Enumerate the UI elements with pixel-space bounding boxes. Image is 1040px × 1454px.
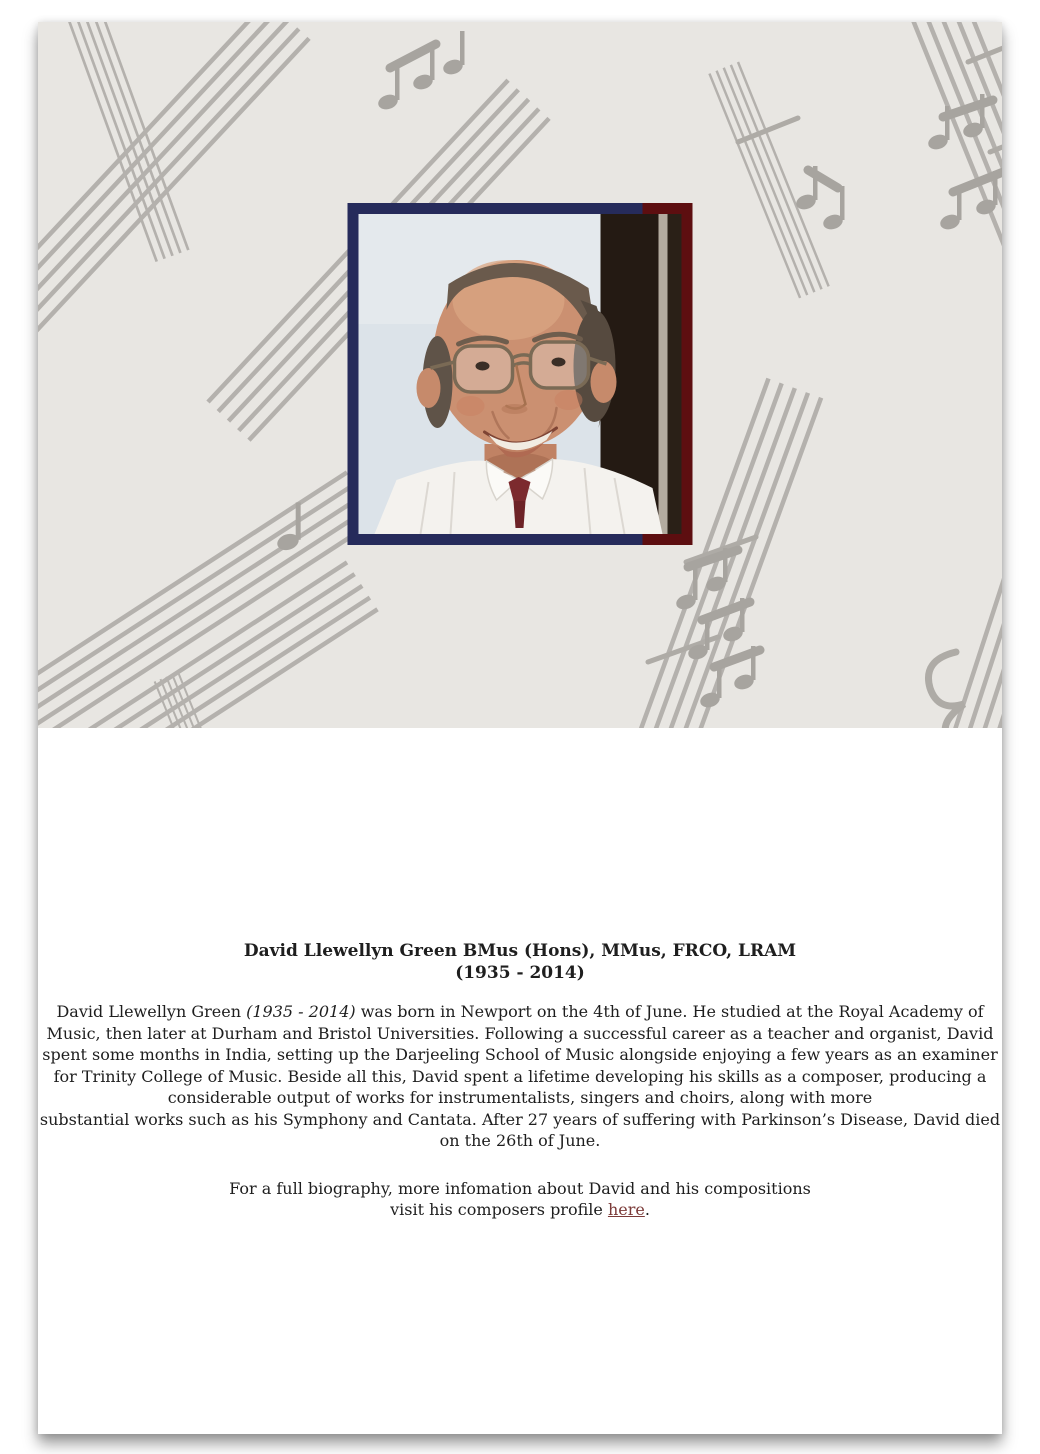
bio-line: considerable output of works for instrumentalists, singers and choirs, along with more (167, 1088, 873, 1107)
bio-line1-prefix: David Llewellyn Green (56, 1002, 247, 1021)
bio-line (38, 1001, 1002, 1023)
page-title-name: David Llewellyn Green BMus (Hons), MMus, FRCO, LRAM (243, 941, 797, 961)
portrait-photo (359, 214, 682, 534)
portrait-frame (348, 203, 693, 545)
bio-line: substantial works such as his Symphony and Cantata. After 27 years of suffering with Parkinson’s Disease, David died (39, 1109, 1001, 1129)
footer-line1: For a full biography, more infomation about David and his compositions (229, 1178, 811, 1198)
bio-line1-dates: (1935 - 2014) (246, 1002, 356, 1021)
page-title-dates: (1935 - 2014) (455, 963, 585, 983)
page-title (38, 940, 1002, 984)
bio-line: spent some months in India, setting up the Darjeeling School of Music alongside enjoying a few years as an examiner (42, 1045, 998, 1064)
footer-line2-suffix: . (644, 1200, 650, 1219)
bio-line1-suffix: was born in Newport on the 4th of June. He studied at the Royal Academy of (355, 1002, 984, 1021)
footer-note (38, 1178, 1002, 1221)
bio-line: on the 26th of June. (439, 1131, 601, 1150)
bio-paragraph (38, 1001, 1002, 1152)
bio-line: for Trinity College of Music. Beside all this, David spent a lifetime developing his skills as a composer, producing a (53, 1066, 987, 1086)
footer-line2-prefix: visit his composers profile (390, 1200, 608, 1219)
footer-line2 (38, 1199, 1002, 1221)
hero-section (38, 22, 1002, 728)
bio-line: Music, then later at Durham and Bristol Universities. Following a successful career as a teacher and organist, David (46, 1023, 994, 1043)
content-section (38, 728, 1002, 1434)
page-card (38, 22, 1002, 1434)
composer-profile-link[interactable]: here (607, 1200, 645, 1219)
